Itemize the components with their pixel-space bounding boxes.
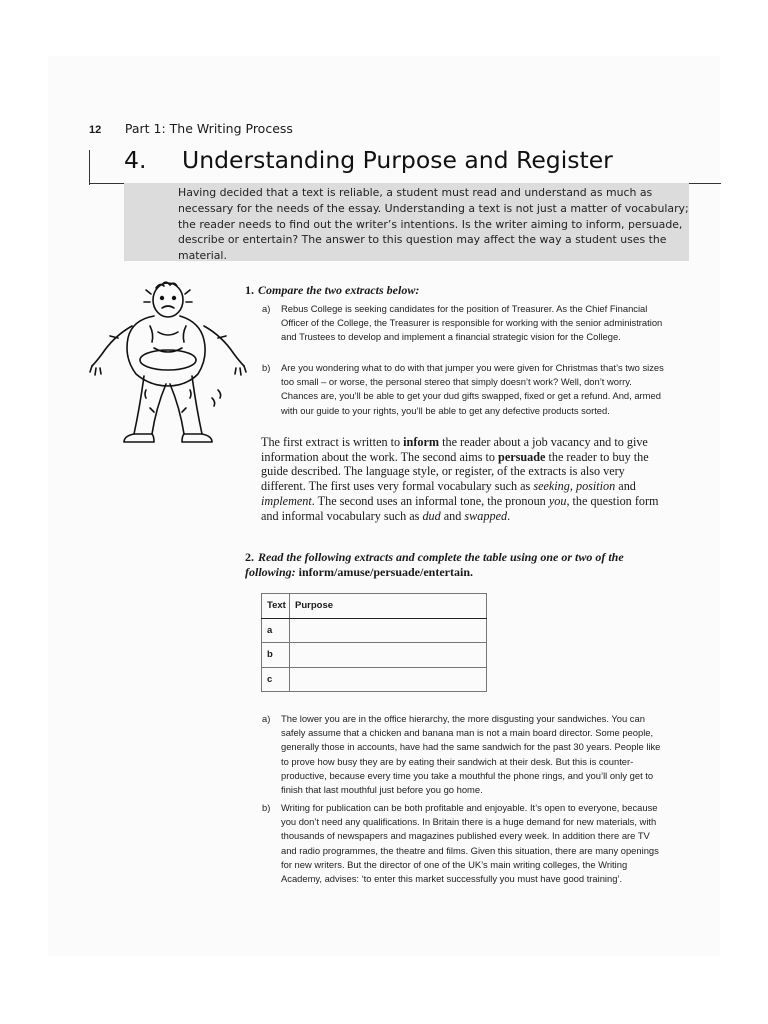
intro-box: Having decided that a text is reliable, a student must read and understand as much as necessary for the needs of the essay. Understanding a text is not just a matter of vocabulary; the reader needs to find out the writer’s intentions. Is the writer aiming to inform, persuade, describe or entertain? The answer to this question may affect the way a student uses the material. [124, 183, 689, 261]
explanation-paragraph [261, 435, 666, 523]
example-word: implement [261, 493, 312, 508]
extract-label: a) [262, 303, 271, 314]
question-1 [245, 283, 419, 298]
chapter-heading [124, 146, 613, 174]
question-2 [245, 550, 665, 579]
table-cell-text: a [262, 618, 290, 643]
text-run: The first extract is written to [261, 435, 404, 449]
table-row [262, 618, 487, 643]
extract-2a [262, 712, 667, 797]
extract-label: b) [262, 362, 271, 373]
text-run: the reader about a job vacancy and to give information about the work. The second aims to [261, 435, 648, 464]
extract-label: b) [262, 802, 271, 813]
text-run: . The second uses an informal tone, the pronoun [311, 493, 549, 508]
example-word: swapped [464, 508, 508, 523]
table-cell-purpose[interactable] [290, 618, 487, 643]
table-row [262, 643, 487, 668]
running-title: Part 1: The Writing Process [124, 121, 293, 136]
question-1-instruction: Compare the two extracts below: [258, 283, 420, 297]
chapter-number: 4. [124, 146, 147, 174]
extract-text: Writing for publication can be both profitable and enjoyable. It’s open to everyone, because you don’t need any qualifications. In Britain there is a huge demand for new materials, with thousands of newspapers and magazines published every week. In addition there are TV and radio programmes, the theatre and films. Given this situation, there are many openings for new writers. But the director of one of the UK’s main writing colleges, the Writing Academy, advises: ‘to enter this market successfully you must have good training’. [281, 802, 659, 885]
extract-text: The lower you are in the office hierarchy, the more disgusting your sandwiches. You can safely assume that a chicken and banana man is not a main board director. Some people, generally those in accounts, have had the same sandwich for the past 30 years. People like to prove how busy they are by eating their sandwich at their desk. But this is counter-productive, because every time you take a mouthful the phone rings, and you’ll only get to finish that last mouthful just before you go home. [281, 713, 661, 796]
text-run: , the question form and informal vocabulary such as [261, 493, 659, 523]
extract-2b [262, 801, 667, 886]
example-word: position [575, 479, 616, 494]
table-header-row [262, 594, 487, 619]
example-word: you [548, 493, 567, 508]
extract-text: Are you wondering what to do with that jumper you were given for Christmas that’s two sizes too small – or worse, the personal stereo that simply doesn’t work? Well, don’t worry. Chances are, you’ll be able to get your dud gifts swapped, fixed or get a refund. And, armed with our guide to your rights, you’ll be able to get any defective products sorted. [281, 362, 664, 416]
column-header: Purpose [290, 594, 487, 619]
table-row [262, 667, 487, 692]
running-header [89, 121, 293, 136]
keyword-persuade: persuade [498, 449, 546, 464]
purpose-table [261, 593, 487, 692]
extract-label: a) [262, 713, 271, 724]
table-cell-purpose[interactable] [290, 643, 487, 668]
text-run: and [440, 508, 465, 523]
example-word: seeking [533, 479, 570, 494]
cartoon-man-illustration [88, 278, 248, 448]
chapter-title: Understanding Purpose and Register [182, 146, 613, 174]
table-cell-text: c [262, 667, 290, 692]
table-cell-text: b [262, 643, 290, 668]
question-2-options: inform/amuse/persuade/entertain. [298, 564, 473, 579]
extract-1b [262, 361, 667, 418]
example-word: dud [422, 508, 441, 523]
extract-text: Rebus College is seeking candidates for the position of Treasurer. As the Chief Financial Officer of the College, the Treasurer is responsible for working with the senior administration and Trustees to develop and implement a financial strategic vision for the College. [281, 303, 663, 343]
text-run: . [507, 508, 511, 523]
extract-1a [262, 302, 667, 345]
table-cell-purpose[interactable] [290, 667, 487, 692]
question-2-instruction: Read the following extracts and complete the table using one or two of the following: [245, 550, 624, 579]
question-1-number: 1. [245, 283, 254, 297]
text-run: the reader to buy the guide described. The language style, or register, of the extracts is also very different. The first uses very formal vocabulary such as [261, 449, 649, 494]
keyword-inform: inform [403, 435, 440, 449]
question-2-number: 2. [245, 550, 254, 564]
text-run: and [615, 479, 636, 494]
text-run: , [569, 479, 576, 494]
column-header: Text [262, 594, 290, 619]
chapter-rule-vertical [89, 150, 90, 185]
page-number: 12 [89, 124, 102, 136]
